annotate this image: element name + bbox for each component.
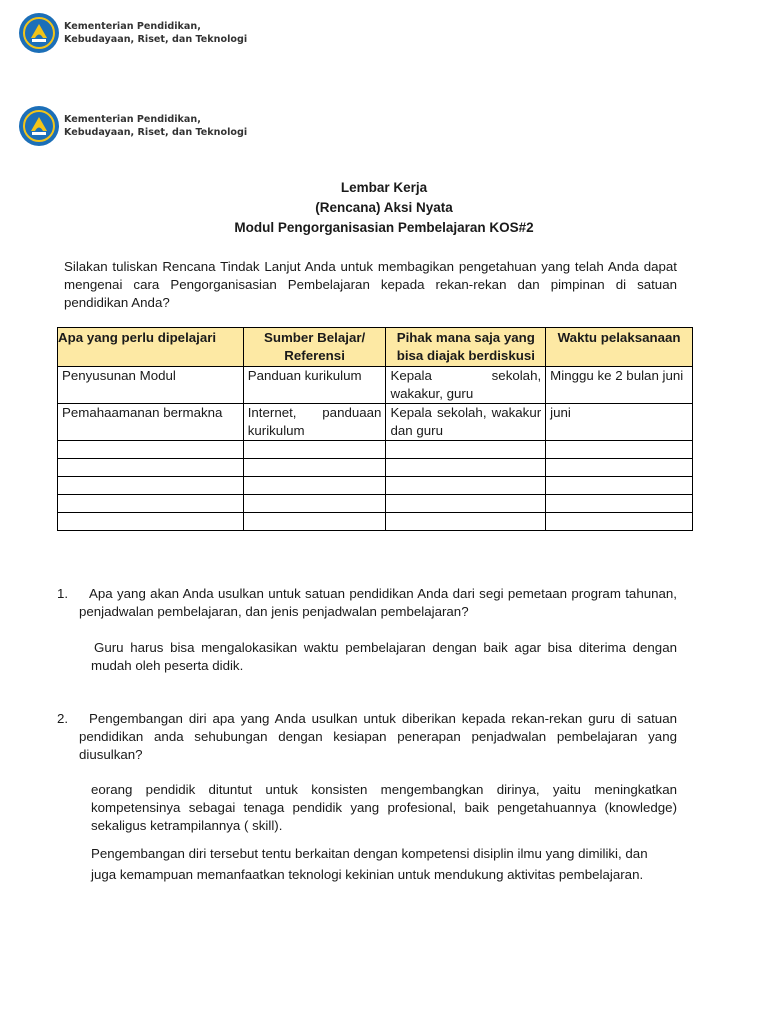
table-cell <box>58 441 244 459</box>
table-cell <box>58 513 244 531</box>
table-row <box>58 367 693 404</box>
table-cell: Kepala sekolah, wakakur, guru <box>386 367 546 404</box>
column-header: Pihak mana saja yang bisa diajak berdiskusi <box>386 328 546 367</box>
table-cell <box>386 513 546 531</box>
empty-table-row <box>58 459 693 477</box>
table-cell <box>546 513 693 531</box>
question-text: Apa yang akan Anda usulkan untuk satuan pendidikan Anda dari segi pemetaan program tahunan, penjadwalan pembelajaran, dan jenis penjadwalan pembelajaran? <box>79 586 677 619</box>
table-cell: Panduan kurikulum <box>243 367 386 404</box>
table-cell <box>386 441 546 459</box>
table-row <box>58 404 693 441</box>
module-title: Modul Pengorganisasian Pembelajaran KOS#2 <box>234 220 534 235</box>
table-cell <box>386 477 546 495</box>
instruction-paragraph: Silakan tuliskan Rencana Tindak Lanjut Anda untuk membagikan pengetahuan yang telah Anda dapat mengenai cara Pengorganisasian Pembelajaran kepada rekan-rekan dan pimpinan di satuan pendidikan Anda? <box>64 259 677 310</box>
table-cell <box>546 441 693 459</box>
table-cell <box>546 459 693 477</box>
table-cell <box>243 459 386 477</box>
table-cell <box>386 459 546 477</box>
question-number: 2. <box>57 711 69 726</box>
logo-line-2: Kebudayaan, Riset, dan Teknologi <box>64 127 248 138</box>
table-cell <box>243 513 386 531</box>
table-cell <box>386 495 546 513</box>
column-header: Apa yang perlu dipelajari <box>58 328 244 367</box>
empty-table-row <box>58 495 693 513</box>
table-cell: Penyusunan Modul <box>58 367 244 404</box>
document-title: Lembar Kerja <box>340 180 428 195</box>
answer-text: Pengembangan diri tersebut tentu berkaitan dengan kompetensi disiplin ilmu yang dimiliki, dan juga kemampuan memanfaatkan teknologi kekinian untuk mendukung aktivitas pembelajaran. <box>91 846 648 882</box>
table-cell: juni <box>546 404 693 441</box>
empty-table-row <box>58 477 693 495</box>
empty-table-row <box>58 513 693 531</box>
table-cell: Kepala sekolah, wakakur dan guru <box>386 404 546 441</box>
table-cell <box>243 477 386 495</box>
document-subtitle: (Rencana) Aksi Nyata <box>315 200 453 215</box>
table-cell <box>243 441 386 459</box>
table-cell: Minggu ke 2 bulan juni <box>546 367 693 404</box>
table-cell: Pemahaamanan bermakna <box>58 404 244 441</box>
answer-text: eorang pendidik dituntut untuk konsisten mengembangkan dirinya, yaitu meningkatkan kompetensinya sebagai tenaga pendidik yang profesional, baik pengetahuannya (knowledge) sekaligus ketrampilannya ( skill). <box>91 782 677 833</box>
table-cell: Internet, panduaan kurikulum <box>243 404 386 441</box>
table-header-row <box>58 328 693 367</box>
table-cell <box>58 459 244 477</box>
table-cell <box>58 477 244 495</box>
action-plan-table <box>57 327 693 531</box>
logo-line-1: Kementerian Pendidikan, <box>64 114 201 125</box>
table-cell <box>58 495 244 513</box>
question-number: 1. <box>57 586 69 601</box>
ministry-logo <box>18 12 247 54</box>
column-header: Sumber Belajar/ Referensi <box>243 328 386 367</box>
ministry-logo <box>18 105 247 147</box>
logo-line-2: Kebudayaan, Riset, dan Teknologi <box>64 34 248 45</box>
table-cell <box>546 495 693 513</box>
table-cell <box>546 477 693 495</box>
table-cell <box>243 495 386 513</box>
column-header: Waktu pelaksanaan <box>546 328 693 367</box>
logo-line-1: Kementerian Pendidikan, <box>64 21 201 32</box>
tut-wuri-handayani-emblem-icon <box>18 105 60 147</box>
answer-text: Guru harus bisa mengalokasikan waktu pembelajaran dengan baik agar bisa diterima dengan mudah oleh peserta didik. <box>91 640 677 673</box>
tut-wuri-handayani-emblem-icon <box>18 12 60 54</box>
question-text: Pengembangan diri apa yang Anda usulkan untuk diberikan kepada rekan-rekan guru di satuan pendidikan anda sehubungan dengan kesiapan penerapan penjadwalan pembelajaran yang diusulkan? <box>79 711 677 762</box>
empty-table-row <box>58 441 693 459</box>
